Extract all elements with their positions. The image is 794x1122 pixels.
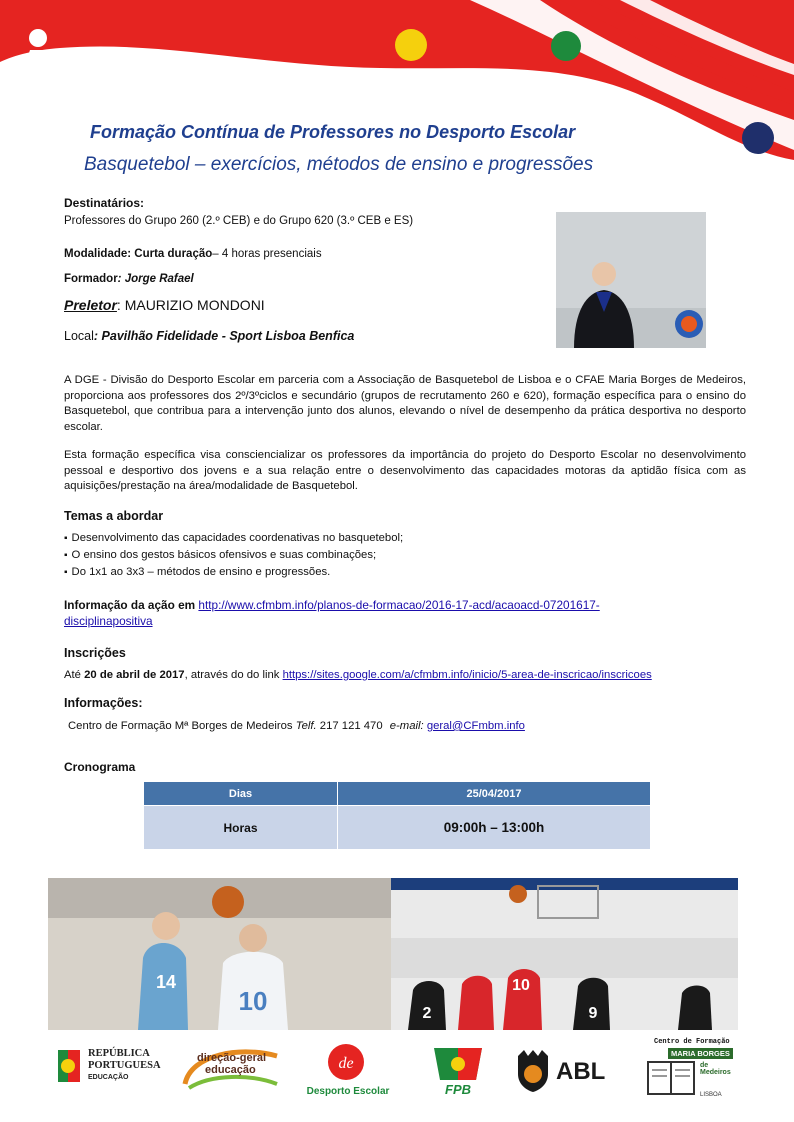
- info-acao-link[interactable]: http://www.cfmbm.info/planos-de-formacao/2016-17-acd/acaoacd-07201617-: [198, 598, 600, 612]
- table-cell-horas: Horas: [144, 806, 338, 850]
- svg-text:14: 14: [155, 972, 177, 992]
- table-cell-time: 09:00h – 13:00h: [338, 806, 651, 850]
- desporto-escolar-icon: [324, 1042, 368, 1082]
- fpb-logo: [428, 1044, 488, 1098]
- svg-text:10: 10: [512, 977, 530, 994]
- inscricoes-date: 20 de abril de 2017: [84, 669, 185, 681]
- temas-heading: Temas a abordar: [64, 509, 164, 523]
- abl-emblem-icon: [514, 1048, 552, 1092]
- cf-line1: Centro de Formação: [654, 1038, 730, 1046]
- informacoes-email-label: e-mail:: [389, 720, 424, 732]
- green-dot-icon: [551, 31, 581, 61]
- partner-logos: [48, 1038, 738, 1108]
- intro-paragraph-1: A DGE - Divisão do Desporto Escolar em parceria com a Associação de Basquetebol de Lisboa e o CFAE Maria Borges de Medeiros, proporciona aos professores dos 2º/3ºciclos e secundário (grupos de recrutamento 260 e 620), formação específica para o ensino do Basquetebol, que contribua para a intervenção junto dos alunos, elevando o nível de desempenho da prática desportiva no desporto escolar.: [64, 374, 746, 433]
- inscricoes-heading: Inscrições: [64, 646, 126, 660]
- informacoes-telf-label: Telf.: [295, 720, 317, 732]
- inscricoes-line: [64, 669, 652, 681]
- dge-line1: direção-geral: [197, 1052, 267, 1064]
- table-row: [144, 782, 651, 806]
- formador-value: : Jorge Rafael: [117, 273, 194, 285]
- page-subtitle: Basquetebol – exercícios, métodos de ensino e progressões: [84, 154, 594, 175]
- basketball-photos: [48, 878, 738, 1030]
- fpb-text: FPB: [445, 1082, 471, 1097]
- table-header-date: 25/04/2017: [338, 782, 651, 806]
- local-value: : Pavilhão Fidelidade - Sport Lisboa Benfica: [93, 329, 355, 343]
- dge-logo: [181, 1044, 281, 1094]
- intro-paragraph-2: Esta formação específica visa consciencializar os professores da importância do projeto do Desporto Escolar no desenvolvimento pessoal e desportivo dos jovens e a sua relação entre o desenvolvimento das capacidades motoras da aptidão física com as aquisições/prestação na área/modalidade de Basquetebol.: [64, 449, 746, 492]
- info-acao-link-cont[interactable]: disciplinapositiva: [64, 614, 153, 628]
- republica-line2: PORTUGUESA: [88, 1060, 161, 1071]
- informacoes-heading: Informações:: [64, 696, 143, 710]
- desporto-escolar-text: Desporto Escolar: [306, 1086, 390, 1097]
- centro-formacao-logo: [646, 1038, 736, 1104]
- informacoes-org: Centro de Formação Mª Borges de Medeiros: [68, 720, 293, 732]
- temas-list: [64, 530, 403, 581]
- page-title: Formação Contínua de Professores no Desporto Escolar: [90, 122, 576, 142]
- cronograma-heading: Cronograma: [64, 760, 136, 774]
- cf-line3: de Medeiros: [700, 1062, 731, 1076]
- svg-text:de: de: [338, 1055, 354, 1072]
- formador-label: Formador: [64, 273, 118, 285]
- modalidade-value-bold: Curta duração: [134, 248, 213, 260]
- republica-line1: REPÚBLICA: [88, 1048, 150, 1059]
- inscricoes-link[interactable]: https://sites.google.com/a/cfmbm.info/inicio/5-area-de-inscricao/inscricoes: [282, 669, 652, 681]
- header-banner: [0, 0, 794, 175]
- local-label: Local: [64, 329, 94, 343]
- svg-text:9: 9: [588, 1005, 598, 1022]
- abl-text: ABL: [556, 1058, 606, 1085]
- informacoes-telf: 217 121 470: [319, 720, 383, 732]
- preletor-value: : MAURIZIO MONDONI: [116, 297, 265, 313]
- book-icon: [646, 1058, 696, 1098]
- cf-line4: LISBOA: [700, 1092, 722, 1098]
- fpb-emblem-icon: [428, 1044, 488, 1084]
- republica-sub: EDUCAÇÃO: [88, 1074, 129, 1081]
- dge-line2: educação: [205, 1064, 256, 1076]
- table-header-dias: Dias: [144, 782, 338, 806]
- modalidade-line: [64, 248, 322, 260]
- preletor-line: [64, 297, 265, 313]
- list-item: ▪ O ensino dos gestos básicos ofensivos e suas combinações;: [64, 547, 403, 564]
- inscricoes-prefix: Até: [64, 669, 85, 681]
- republica-logo: [58, 1044, 161, 1094]
- inscricoes-middle: , através do do link: [184, 669, 283, 681]
- local-line: [64, 329, 354, 343]
- cronograma-table: [143, 781, 651, 850]
- desporto-escolar-logo: [296, 1042, 400, 1102]
- cf-line2: MARIA BORGES: [668, 1048, 733, 1059]
- preletor-label: Preletor: [64, 297, 117, 313]
- republica-emblem-icon: [58, 1046, 84, 1086]
- info-acao-label: Informação da ação em: [64, 598, 196, 612]
- table-row: [144, 806, 651, 850]
- destinatarios-label: Destinatários:: [64, 196, 145, 210]
- navy-dot-icon: [742, 122, 774, 154]
- modalidade-value-rest: – 4 horas presenciais: [212, 248, 322, 260]
- formador-line: [64, 273, 194, 285]
- svg-text:2: 2: [422, 1005, 432, 1022]
- yellow-dot-icon: [395, 29, 427, 61]
- informacoes-line: [68, 720, 525, 732]
- destinatarios-text: Professores do Grupo 260 (2.º CEB) e do Grupo 620 (3.º CEB e ES): [64, 215, 414, 227]
- modalidade-label: Modalidade:: [64, 248, 132, 260]
- svg-text:10: 10: [238, 986, 268, 1016]
- list-item: ▪ Desenvolvimento das capacidades coordenativas no basquetebol;: [64, 530, 403, 547]
- info-acao-line: [64, 597, 746, 629]
- abl-logo: [514, 1048, 614, 1098]
- destinatarios-section: [64, 196, 413, 227]
- list-item: ▪ Do 1x1 ao 3x3 – métodos de ensino e progressões.: [64, 564, 403, 581]
- speaker-photo: [556, 212, 706, 348]
- informacoes-email-link[interactable]: geral@CFmbm.info: [426, 720, 525, 732]
